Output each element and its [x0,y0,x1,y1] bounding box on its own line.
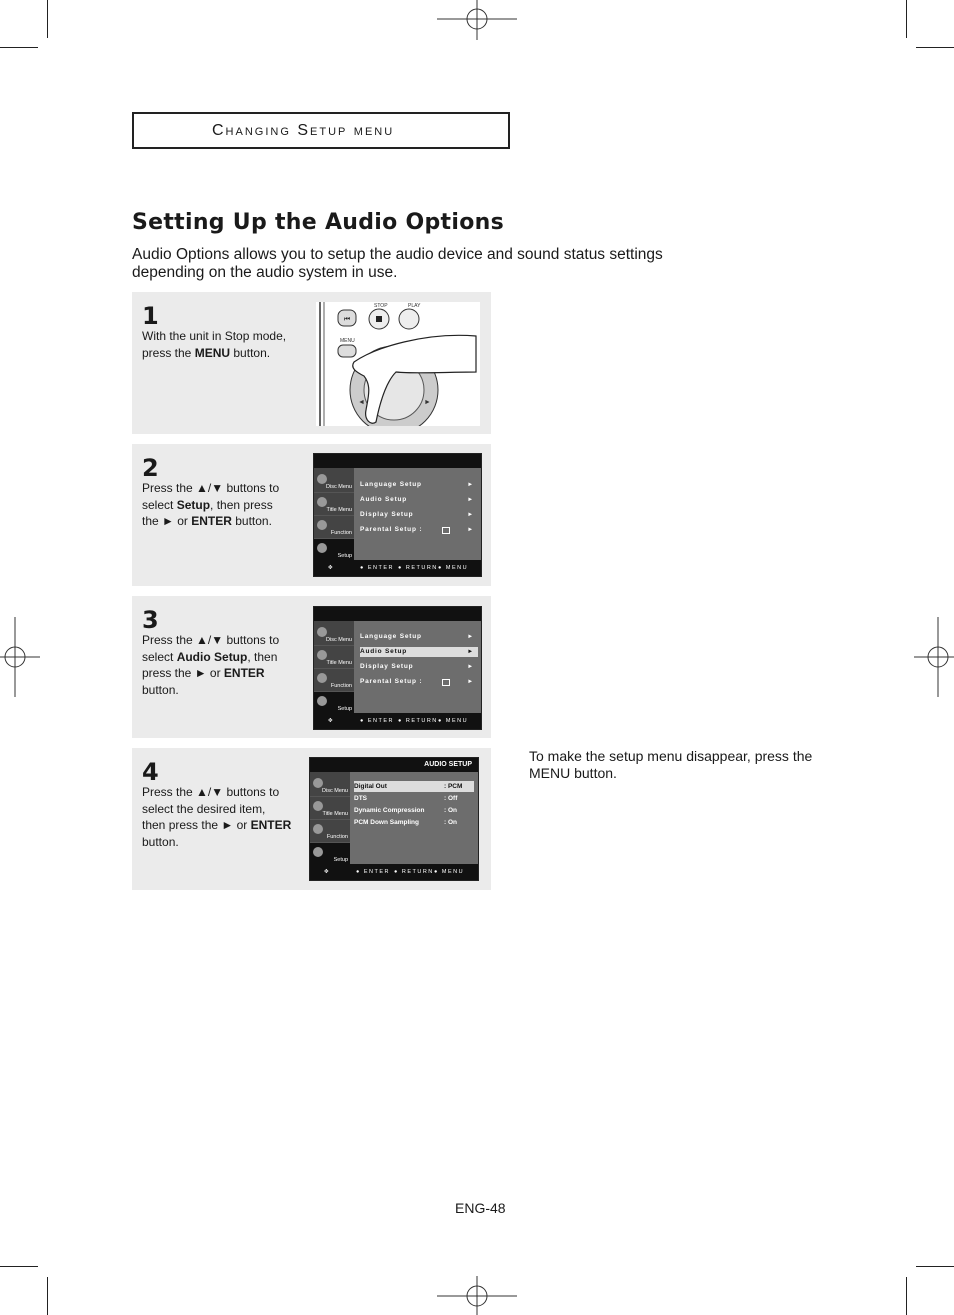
step-text [142,784,292,850]
step-text-bold: MENU [194,345,231,360]
audio-row-label: Digital Out [354,783,387,790]
footer-return: ● RETURN [398,718,438,724]
step-number: 4 [142,758,159,786]
crop-mark [916,1266,954,1267]
side-item-disc-menu [314,623,354,646]
audio-row-pcm-down-sampling [354,817,474,828]
side-item-label: Title Menu [322,811,348,817]
note-text: To make the setup menu disappear, press the MENU button. [529,748,813,781]
page-title: Setting Up the Audio Options [132,210,504,235]
function-icon [317,673,327,683]
audio-row-label: PCM Down Sampling [354,819,419,826]
section-header-box [132,112,510,149]
arrow-right-icon: ► [467,649,474,655]
audio-row-dts [354,793,474,804]
footer-label: MENU [441,869,465,875]
arrow-right-icon: ► [467,497,474,503]
osd-side-menu [314,468,354,560]
arrow-right-icon: ► [467,512,474,518]
side-item-label: Title Menu [326,660,352,666]
side-item-label: Function [330,530,352,536]
audio-row-label: DTS [354,795,367,802]
footer-menu: ● MENU [438,718,469,724]
step-text-part: , then press the ► or [142,497,273,528]
osd-setup-menu-screen [313,606,482,730]
osd-title-bar [314,454,481,468]
menu-item-display-setup [360,510,478,520]
crop-mark [0,47,38,48]
gear-icon [317,696,327,706]
menu-item-display-setup [360,662,478,672]
menu-item-label: Parental Setup : [360,678,423,685]
intro-paragraph: Audio Options allows you to setup the audio device and sound status settings depending on the audio system in use. [132,246,663,281]
step-panel-3 [132,596,491,738]
svg-text:►: ► [424,399,431,406]
step-text-part: Press the ▲/▼ buttons to select [142,481,280,512]
function-icon [317,520,327,530]
side-item-label: Title Menu [326,507,352,513]
osd-footer [314,560,481,576]
function-icon [313,824,323,834]
step-text-part: Press the ▲/▼ buttons to select [142,633,280,664]
step-text-part: , then press the ► or [142,649,278,680]
step-text-part: Press the ▲/▼ buttons to select the desired item, then press the ► or [142,785,280,832]
gear-icon [313,847,323,857]
footer-menu: ● MENU [438,565,469,571]
step-text-bold: ENTER [191,514,232,528]
title-icon [313,801,323,811]
menu-item-parental-setup [360,677,478,687]
osd-footer [314,713,481,729]
audio-row-value: : On [444,819,457,826]
remote-label: PLAY [408,303,421,309]
side-item-function [310,820,350,843]
side-item-label: Disc Menu [326,637,352,643]
step-text [142,480,292,530]
side-item-title-menu [310,797,350,820]
side-item-setup [314,692,354,715]
audio-row-label: Dynamic Compression [354,807,425,814]
remote-control-illustration [316,302,480,426]
menu-item-label: Audio Setup [360,648,408,655]
footer-label: MENU [445,565,469,571]
footer-label: RETURN [401,869,434,875]
page-number: ENG-48 [455,1200,506,1216]
title-icon [317,497,327,507]
menu-item-label: Language Setup [360,481,422,488]
registration-mark-icon [0,617,40,697]
footer-enter: ● ENTER [360,565,394,571]
footer-label: RETURN [405,565,438,571]
remote-label: MENU [340,338,355,344]
step-text-part: button. [230,345,271,360]
footer-label: MENU [445,718,469,724]
menu-item-language-setup [360,632,478,642]
side-item-label: Function [330,683,352,689]
crop-mark [0,1266,38,1267]
step-number: 1 [142,302,159,330]
side-item-title-menu [314,646,354,669]
nav-pad-icon: ✥ [328,718,335,724]
lock-icon [442,527,450,534]
audio-row-value: : Off [444,795,458,802]
menu-item-audio-setup [360,647,478,657]
audio-row-digital-out [354,781,474,792]
osd-side-menu [314,621,354,713]
arrow-right-icon: ► [467,482,474,488]
registration-mark-icon [914,617,954,697]
footer-label: RETURN [405,718,438,724]
footer-return: ● RETURN [394,869,434,875]
osd-side-menu [310,772,350,864]
side-item-setup [310,843,350,866]
svg-text:⏮: ⏮ [343,316,351,323]
disc-icon [317,474,327,484]
audio-row-value: : On [444,807,457,814]
side-item-title-menu [314,493,354,516]
side-item-disc-menu [310,774,350,797]
arrow-right-icon: ► [467,679,474,685]
menu-item-language-setup [360,480,478,490]
side-item-label: Function [326,834,348,840]
lock-icon [442,679,450,686]
crop-mark [47,0,48,38]
footer-label: ENTER [367,718,394,724]
osd-setup-menu-screen [313,453,482,577]
side-item-label: Setup [337,553,352,559]
osd-audio-setup-screen [309,757,479,881]
side-item-label: Disc Menu [326,484,352,490]
step-number: 2 [142,454,159,482]
crop-mark [906,0,907,38]
footer-enter: ● ENTER [360,718,394,724]
crop-mark [916,47,954,48]
registration-mark-icon [437,0,517,40]
arrow-right-icon: ► [467,527,474,533]
step-text-bold: Audio Setup [176,649,248,664]
menu-item-label: Display Setup [360,511,414,518]
step-text [142,328,292,361]
section-title: Changing Setup menu [212,122,395,139]
footer-menu: ● MENU [434,869,465,875]
side-item-label: Disc Menu [322,788,348,794]
step-text-bold: ENTER [250,818,292,832]
side-item-label: Setup [337,706,352,712]
disc-icon [313,778,323,788]
menu-item-label: Language Setup [360,633,422,640]
arrow-right-icon: ► [467,664,474,670]
step-panel-1 [132,292,491,434]
side-item-function [314,669,354,692]
crop-mark [906,1277,907,1315]
arrow-right-icon: ► [467,634,474,640]
step-text-part: button. [142,834,179,849]
osd-title-bar [314,607,481,621]
step-text [142,632,292,698]
nav-pad-icon: ✥ [328,565,335,571]
registration-mark-icon [437,1276,517,1315]
disc-icon [317,627,327,637]
step-number: 3 [142,606,159,634]
gear-icon [317,543,327,553]
step-text-bold: Setup [176,497,211,512]
side-item-setup [314,539,354,562]
menu-item-audio-setup [360,495,478,505]
side-item-disc-menu [314,470,354,493]
footer-return: ● RETURN [398,565,438,571]
remote-label: STOP [374,303,388,309]
menu-item-parental-setup [360,525,478,535]
side-item-label: Setup [333,857,348,863]
step-panel-2 [132,444,491,586]
nav-pad-icon: ✥ [324,869,331,875]
step-panel-4 [132,748,491,890]
menu-item-label: Audio Setup [360,496,408,503]
svg-text:◄: ◄ [358,399,365,406]
step-text-part: button. [142,682,179,697]
title-icon [317,650,327,660]
menu-item-label: Display Setup [360,663,414,670]
footer-enter: ● ENTER [356,869,390,875]
crop-mark [47,1277,48,1315]
side-item-function [314,516,354,539]
audio-row-value: : PCM [444,783,463,790]
audio-row-dynamic-compression [354,805,474,816]
footer-label: ENTER [367,565,394,571]
menu-item-label: Parental Setup : [360,526,423,533]
osd-footer [310,864,478,880]
step-text-bold: ENTER [223,666,265,680]
osd-title-bar: AUDIO SETUP [310,758,478,772]
step-text-part: With the unit in Stop mode, press the [142,329,287,360]
footer-label: ENTER [363,869,390,875]
step-text-part: button. [231,514,272,528]
